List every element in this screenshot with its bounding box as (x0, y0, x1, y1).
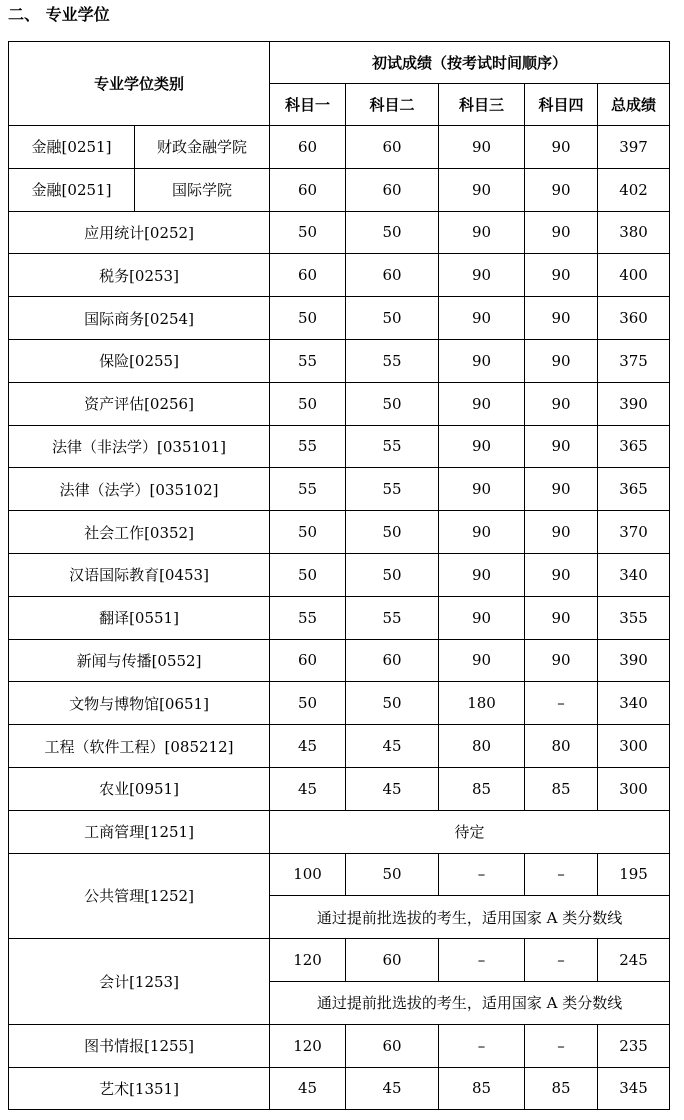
header-row (9, 42, 670, 84)
total-score: 360 (598, 297, 670, 340)
score-cell: 90 (439, 168, 525, 211)
score-cell: 90 (525, 639, 598, 682)
score-cell: 90 (525, 382, 598, 425)
major-name: 艺术[1351] (9, 1067, 270, 1110)
major-name: 图书情报[1255] (9, 1024, 270, 1067)
score-cell: 90 (525, 211, 598, 254)
subject-header: 科目一 (270, 84, 346, 126)
major-name: 汉语国际教育[0453] (9, 553, 270, 596)
score-cell: 55 (346, 339, 439, 382)
major-name: 会计[1253] (9, 939, 270, 1025)
school-name: 财政金融学院 (135, 126, 270, 169)
score-cell: 90 (439, 297, 525, 340)
score-cell: – (525, 853, 598, 896)
major-name: 公共管理[1252] (9, 853, 270, 939)
table-row (9, 382, 670, 425)
major-name: 保险[0255] (9, 339, 270, 382)
score-cell: 50 (270, 511, 346, 554)
score-cell: – (525, 682, 598, 725)
score-cell: 55 (346, 425, 439, 468)
total-score: 300 (598, 725, 670, 768)
table-row (9, 1067, 670, 1110)
total-score: 390 (598, 639, 670, 682)
score-cell: 60 (270, 126, 346, 169)
total-score: 340 (598, 682, 670, 725)
major-name: 应用统计[0252] (9, 211, 270, 254)
score-cell: 85 (439, 767, 525, 810)
major-name: 法律（非法学）[035101] (9, 425, 270, 468)
table-row (9, 254, 670, 297)
score-cell: 50 (270, 297, 346, 340)
major-name: 工商管理[1251] (9, 810, 270, 853)
score-cell: – (525, 939, 598, 982)
table-row (9, 596, 670, 639)
score-cell: 55 (270, 596, 346, 639)
major-name: 翻译[0551] (9, 596, 270, 639)
table-row (9, 553, 670, 596)
score-cell: 90 (525, 468, 598, 511)
total-score: 355 (598, 596, 670, 639)
score-cell: 60 (346, 168, 439, 211)
section-title: 二、 专业学位 (8, 5, 110, 24)
score-cell: 50 (346, 682, 439, 725)
total-score: 195 (598, 853, 670, 896)
score-cell: 60 (346, 939, 439, 982)
score-cell: 45 (270, 725, 346, 768)
score-cell: – (439, 939, 525, 982)
score-cell: 90 (439, 639, 525, 682)
score-cell: 85 (525, 767, 598, 810)
score-cell: 45 (270, 1067, 346, 1110)
subject-header: 科目二 (346, 84, 439, 126)
score-cell: 60 (346, 639, 439, 682)
score-cell: 45 (346, 1067, 439, 1110)
table-row (9, 211, 670, 254)
total-score: 340 (598, 553, 670, 596)
score-cell: 45 (346, 725, 439, 768)
score-cell: 90 (525, 254, 598, 297)
school-name: 国际学院 (135, 168, 270, 211)
score-cell: 90 (525, 553, 598, 596)
score-cell: 90 (439, 254, 525, 297)
score-cell: 180 (439, 682, 525, 725)
score-cell: 90 (525, 168, 598, 211)
major-name: 社会工作[0352] (9, 511, 270, 554)
score-cell: 90 (525, 596, 598, 639)
score-cell: 55 (270, 468, 346, 511)
table-row (9, 339, 670, 382)
score-cell: 90 (439, 511, 525, 554)
table-row (9, 810, 670, 853)
major-name: 资产评估[0256] (9, 382, 270, 425)
table-row (9, 511, 670, 554)
table-row (9, 725, 670, 768)
major-name: 文物与博物馆[0651] (9, 682, 270, 725)
score-cell: 120 (270, 1024, 346, 1067)
score-cell: 50 (346, 853, 439, 896)
score-cell: 45 (346, 767, 439, 810)
score-cell: 50 (270, 553, 346, 596)
score-cell: 90 (525, 126, 598, 169)
score-cell: 90 (439, 596, 525, 639)
total-score: 300 (598, 767, 670, 810)
total-score: 380 (598, 211, 670, 254)
major-name: 农业[0951] (9, 767, 270, 810)
total-score: 365 (598, 425, 670, 468)
total-header: 总成绩 (598, 84, 670, 126)
score-cell: 60 (346, 1024, 439, 1067)
score-cell: 90 (525, 511, 598, 554)
score-cell: 45 (270, 767, 346, 810)
pending-cell: 待定 (270, 810, 670, 853)
score-cell: 60 (270, 254, 346, 297)
major-name: 工程（软件工程）[085212] (9, 725, 270, 768)
table-row (9, 1024, 670, 1067)
table-row (9, 468, 670, 511)
score-cell: – (439, 853, 525, 896)
table-row (9, 939, 670, 982)
table-row (9, 767, 670, 810)
major-name: 国际商务[0254] (9, 297, 270, 340)
total-score: 245 (598, 939, 670, 982)
table-row (9, 425, 670, 468)
total-score: 375 (598, 339, 670, 382)
total-score: 235 (598, 1024, 670, 1067)
subject-header: 科目三 (439, 84, 525, 126)
total-score: 345 (598, 1067, 670, 1110)
score-cell: 55 (346, 468, 439, 511)
score-cell: 90 (525, 297, 598, 340)
score-cell: 60 (346, 254, 439, 297)
table-row (9, 682, 670, 725)
score-cell: 90 (439, 382, 525, 425)
score-cell: 50 (346, 211, 439, 254)
score-cell: 55 (270, 339, 346, 382)
score-cell: 90 (439, 211, 525, 254)
table-row (9, 853, 670, 896)
score-cell: 120 (270, 939, 346, 982)
table-row (9, 168, 670, 211)
score-table-body (9, 42, 670, 1110)
category-header: 专业学位类别 (9, 42, 270, 126)
score-cell: 60 (270, 168, 346, 211)
score-cell: 90 (525, 425, 598, 468)
score-cell: 90 (439, 425, 525, 468)
score-cell: 90 (439, 339, 525, 382)
major-name: 税务[0253] (9, 254, 270, 297)
score-cell: 90 (439, 553, 525, 596)
score-cell: 50 (346, 553, 439, 596)
score-cell: – (525, 1024, 598, 1067)
note-cell: 通过提前批选拔的考生，适用国家 A 类分数线 (270, 981, 670, 1024)
score-cell: 85 (439, 1067, 525, 1110)
total-score: 400 (598, 254, 670, 297)
table-row (9, 297, 670, 340)
table-row (9, 639, 670, 682)
table-row (9, 126, 670, 169)
score-cell: 55 (346, 596, 439, 639)
score-cell: 50 (270, 382, 346, 425)
score-table (8, 41, 670, 1110)
total-score: 390 (598, 382, 670, 425)
score-cell: 80 (525, 725, 598, 768)
major-name: 金融[0251] (9, 168, 135, 211)
score-cell: 60 (346, 126, 439, 169)
score-cell: 80 (439, 725, 525, 768)
major-name: 法律（法学）[035102] (9, 468, 270, 511)
score-cell: 50 (270, 682, 346, 725)
total-score: 402 (598, 168, 670, 211)
subject-header: 科目四 (525, 84, 598, 126)
score-cell: 90 (525, 339, 598, 382)
score-cell: 50 (346, 511, 439, 554)
score-cell: 50 (346, 382, 439, 425)
note-cell: 通过提前批选拔的考生，适用国家 A 类分数线 (270, 896, 670, 939)
score-cell: 50 (346, 297, 439, 340)
score-cell: 90 (439, 468, 525, 511)
total-score: 370 (598, 511, 670, 554)
major-name: 金融[0251] (9, 126, 135, 169)
group-header: 初试成绩（按考试时间顺序） (270, 42, 670, 84)
score-cell: 50 (270, 211, 346, 254)
score-cell: 100 (270, 853, 346, 896)
score-cell: 90 (439, 126, 525, 169)
total-score: 397 (598, 126, 670, 169)
score-cell: 55 (270, 425, 346, 468)
score-cell: 85 (525, 1067, 598, 1110)
major-name: 新闻与传播[0552] (9, 639, 270, 682)
total-score: 365 (598, 468, 670, 511)
score-cell: 60 (270, 639, 346, 682)
score-cell: – (439, 1024, 525, 1067)
